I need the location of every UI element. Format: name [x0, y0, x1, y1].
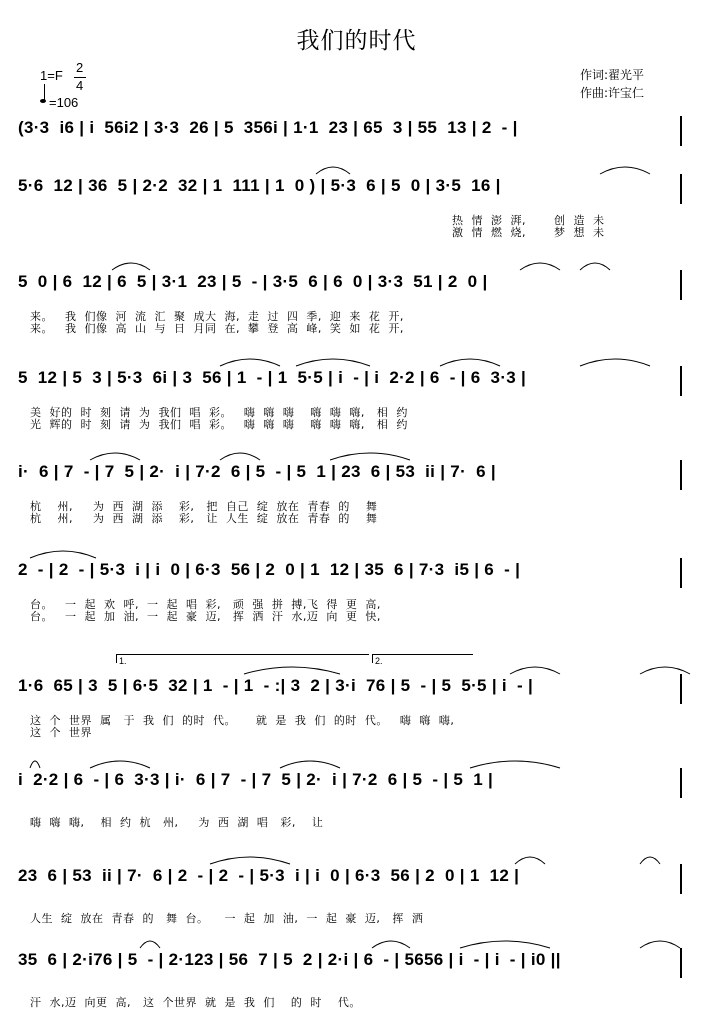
lyric-line-1: 热 情 澎 湃, 创 造 未 — [452, 214, 605, 227]
notation-line: i· 6 | 7 - | 7 5 | 2· i | 7·2 6 | 5 - | 5 1 | 23 6 | 53 ii | 7· 6 | — [18, 462, 496, 481]
slur-arc — [520, 263, 560, 270]
time-signature-top: 2 — [76, 60, 84, 75]
slur-arc — [640, 667, 690, 674]
notation-line: 1·6 65 | 3 5 | 6·5 32 | 1 - | 1 - :| 3 2 | 3·i 76 | 5 - | 5 5·5 | i - | — [18, 676, 534, 695]
slur-arc — [244, 667, 340, 674]
lyric-line-1: 嗨 嗨 嗨, 相 约 杭 州, 为 西 湖 唱 彩, 让 — [30, 816, 324, 829]
lyric-line-1: 汗 水,迈 向更 高, 这 个世界 就 是 我 们 的 时 代。 — [30, 996, 361, 1009]
key-label: 1=F — [40, 68, 63, 83]
time-signature-bottom: 4 — [76, 78, 84, 93]
slur-arc — [280, 761, 340, 768]
slur-arc — [460, 941, 550, 948]
lyric-line-1: 美 好的 时 刻 请 为 我们 唱 彩。 嗨 嗨 嗨 嗨 嗨 嗨, 相 约 — [30, 406, 408, 419]
notation-line: 35 6 | 2·i76 | 5 - | 2·123 | 56 7 | 5 2 | 2·i | 6 - | 5656 | i - | i - | i0 || — [18, 950, 561, 969]
notation-line: 2 - | 2 - | 5·3 i | i 0 | 6·3 56 | 2 0 | 1 12 | 35 6 | 7·3 i5 | 6 - | — [18, 560, 521, 579]
slur-arc — [140, 941, 160, 948]
lyric-line-2: 激 情 燃 烧, 梦 想 未 — [452, 226, 605, 239]
slur-arc — [30, 761, 40, 768]
lyric-line-1: 人生 绽 放在 青春 的 舞 台。 一 起 加 油, 一 起 豪 迈, 挥 洒 — [30, 912, 424, 925]
slur-arc — [90, 453, 140, 460]
volta-number: 1. — [119, 656, 127, 666]
lyric-line-2: 这 个 世界 — [30, 726, 92, 739]
song-title: 我们的时代 — [296, 28, 417, 54]
slur-arc — [600, 167, 650, 174]
slur-arc — [640, 857, 660, 864]
lyric-line-2: 来。 我 们像 高 山 与 日 月同 在, 攀 登 高 峰, 笑 如 花 开, — [30, 322, 404, 335]
notation-line: 23 6 | 53 ii | 7· 6 | 2 - | 2 - | 5·3 i | i 0 | 6·3 56 | 2 0 | 1 12 | — [18, 866, 520, 885]
notation-line: 5·6 12 | 36 5 | 2·2 32 | 1 111 | 1 0 ) | 5·3 6 | 5 0 | 3·5 16 | — [18, 176, 501, 195]
lyric-line-1: 杭 州, 为 西 湖 添 彩, 把 自己 绽 放在 青春 的 舞 — [30, 500, 378, 513]
lyric-line-1: 这 个 世界 属 于 我 们 的时 代。 就 是 我 们 的时 代。 嗨 嗨 嗨, — [30, 714, 455, 727]
slur-arc — [515, 857, 545, 864]
lyricist-credit: 作词:翟光平 — [580, 68, 645, 82]
slur-arc — [220, 453, 260, 460]
slur-arc — [112, 263, 150, 270]
notation-line: 5 0 | 6 12 | 6 5 | 3·1 23 | 5 - | 3·5 6 | 6 0 | 3·3 51 | 2 0 | — [18, 272, 488, 291]
slur-arc — [580, 263, 610, 270]
slur-arc — [330, 453, 410, 460]
slur-arc — [440, 359, 500, 366]
slur-arc — [30, 551, 96, 558]
slur-arc — [470, 761, 560, 768]
lyric-line-2: 杭 州, 为 西 湖 添 彩, 让 人生 绽 放在 青春 的 舞 — [30, 512, 378, 525]
lyric-line-1: 来。 我 们像 河 流 汇 聚 成大 海, 走 过 四 季, 迎 来 花 开, — [30, 310, 404, 323]
slur-arc — [580, 359, 650, 366]
notation-line: i 2·2 | 6 - | 6 3·3 | i· 6 | 7 - | 7 5 | 2· i | 7·2 6 | 5 - | 5 1 | — [18, 770, 494, 789]
tempo-marking: =106 — [49, 95, 79, 110]
notation-line: (3·3 i6 | i 56i2 | 3·3 26 | 5 356i | 1·1 23 | 65 3 | 55 13 | 2 - | — [18, 118, 518, 137]
slur-arc — [296, 359, 370, 366]
slur-arc — [90, 761, 150, 768]
slur-arc — [220, 359, 280, 366]
composer-credit: 作曲:许宝仁 — [580, 86, 645, 100]
slur-arc — [316, 167, 350, 174]
slur-arc — [210, 857, 290, 864]
slur-arc — [510, 667, 560, 674]
lyric-line-1: 台。 一 起 欢 呼, 一 起 唱 彩, 顽 强 拼 搏,飞 得 更 高, — [30, 598, 381, 611]
slur-arc — [372, 941, 410, 948]
lyric-line-2: 台。 一 起 加 油, 一 起 豪 迈, 挥 洒 汗 水,迈 向 更 快, — [30, 610, 381, 623]
slur-arc — [640, 941, 680, 948]
volta-number: 2. — [375, 656, 383, 666]
notation-line: 5 12 | 5 3 | 5·3 6i | 3 56 | 1 - | 1 5·5 | i - | i 2·2 | 6 - | 6 3·3 | — [18, 368, 527, 387]
lyric-line-2: 光 辉的 时 刻 请 为 我们 唱 彩。 嗨 嗨 嗨 嗨 嗨 嗨, 相 约 — [30, 418, 408, 431]
